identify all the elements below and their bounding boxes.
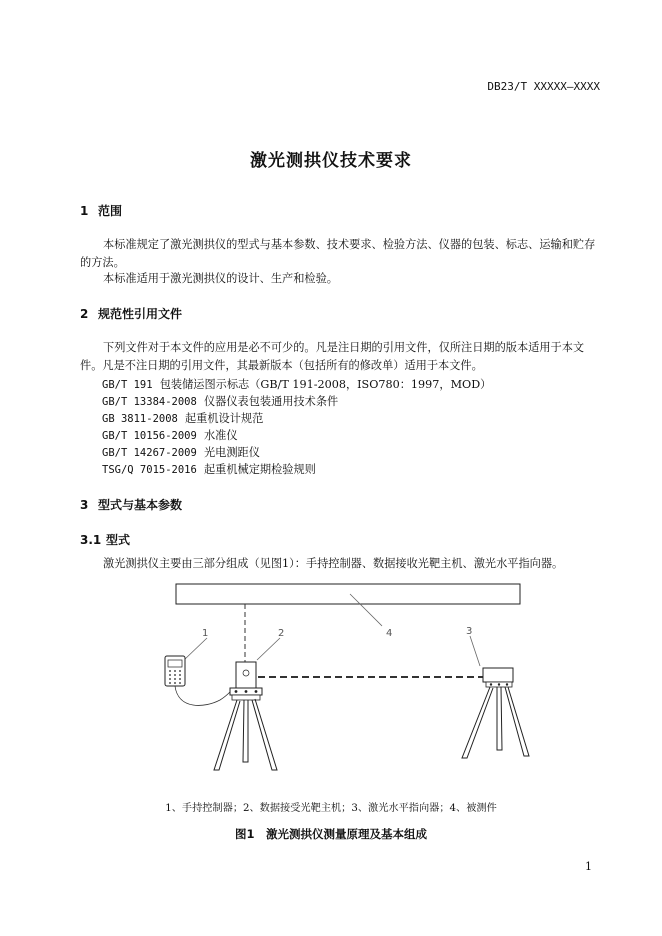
reference-code: TSG/Q 7015-2016: [102, 464, 197, 476]
measurement-principle-figure: [150, 580, 530, 790]
document-code: DB23/T XXXXX—XXXX: [487, 80, 600, 93]
page-number: 1: [585, 860, 592, 873]
reference-title: 起重机械定期检验规则: [203, 463, 316, 476]
reference-item: [102, 461, 316, 477]
section-title: 型式: [106, 533, 131, 547]
reference-code: GB 3811-2008: [102, 413, 178, 425]
reference-item: [102, 427, 238, 443]
section-1-paragraph-2: 本标准适用于激光测拱仪的设计、生产和检验。: [103, 272, 338, 285]
figure-legend: 1、手持控制器；2、数据接受光靶主机；3、激光水平指向器；4、被测件: [165, 803, 497, 814]
section-1-heading: [80, 202, 122, 219]
document-title: 激光测拱仪技术要求: [250, 151, 412, 171]
section-number: 3: [80, 498, 89, 512]
section-3-1-paragraph-1: 激光测拱仪主要由三部分组成（见图1）：手持控制器、数据接收光靶主机、激光水平指向器。: [103, 557, 564, 570]
section-title: 型式与基本参数: [98, 498, 183, 512]
reference-title: 起重机设计规范: [184, 412, 264, 425]
label-4: 4: [386, 628, 393, 639]
tripod-right: [462, 687, 529, 758]
reference-item: [102, 393, 338, 409]
reference-item: [102, 444, 260, 460]
leader-line-3: [470, 636, 480, 666]
label-3: 3: [466, 626, 473, 637]
section-number: 3.1: [80, 533, 102, 547]
section-number: 1: [80, 204, 89, 218]
reference-code: GB/T 14267-2009: [102, 447, 197, 459]
leader-line-1: [184, 638, 207, 660]
label-1: 1: [202, 628, 209, 639]
section-number: 2: [80, 307, 89, 321]
reference-title: 包装储运图示标志（GB/T 191-2008，ISO780：1997，MOD）: [159, 378, 492, 391]
reference-code: GB/T 191: [102, 379, 153, 391]
section-3-heading: [80, 496, 182, 513]
reference-title: 仪器仪表包装通用技术条件: [203, 395, 339, 408]
target-host-unit: [230, 662, 262, 700]
measured-object-beam: [176, 584, 520, 604]
laser-horizontal-pointer: [483, 668, 513, 687]
reference-code: GB/T 13384-2008: [102, 396, 197, 408]
figure-caption: 图1 激光测拱仪测量原理及基本组成: [235, 827, 427, 841]
section-2-heading: [80, 305, 182, 322]
reference-item: [102, 410, 263, 426]
controller-cable: [175, 686, 236, 705]
section-3-1-heading: [80, 531, 130, 548]
reference-title: 水准仪: [203, 429, 238, 442]
reference-code: GB/T 10156-2009: [102, 430, 197, 442]
section-title: 规范性引用文件: [98, 307, 183, 321]
reference-title: 光电测距仪: [203, 446, 260, 459]
section-2-paragraph-1: 下列文件对于本文件的应用是必不可少的。凡是注日期的引用文件，仅所注日期的版本适用于本文件。凡是不注日期的引用文件，其最新版本（包括所有的修改单）适用于本文件。: [80, 341, 585, 372]
section-title: 范围: [98, 204, 123, 218]
reference-item: [102, 376, 491, 392]
label-2: 2: [278, 628, 285, 639]
leader-line-2: [257, 638, 280, 660]
tripod-left: [214, 699, 277, 770]
section-1-paragraph-1: 本标准规定了激光测拱仪的型式与基本参数、技术要求、检验方法、仪器的包装、标志、运输和贮存的方法。: [80, 238, 596, 269]
handheld-controller: [165, 656, 185, 686]
